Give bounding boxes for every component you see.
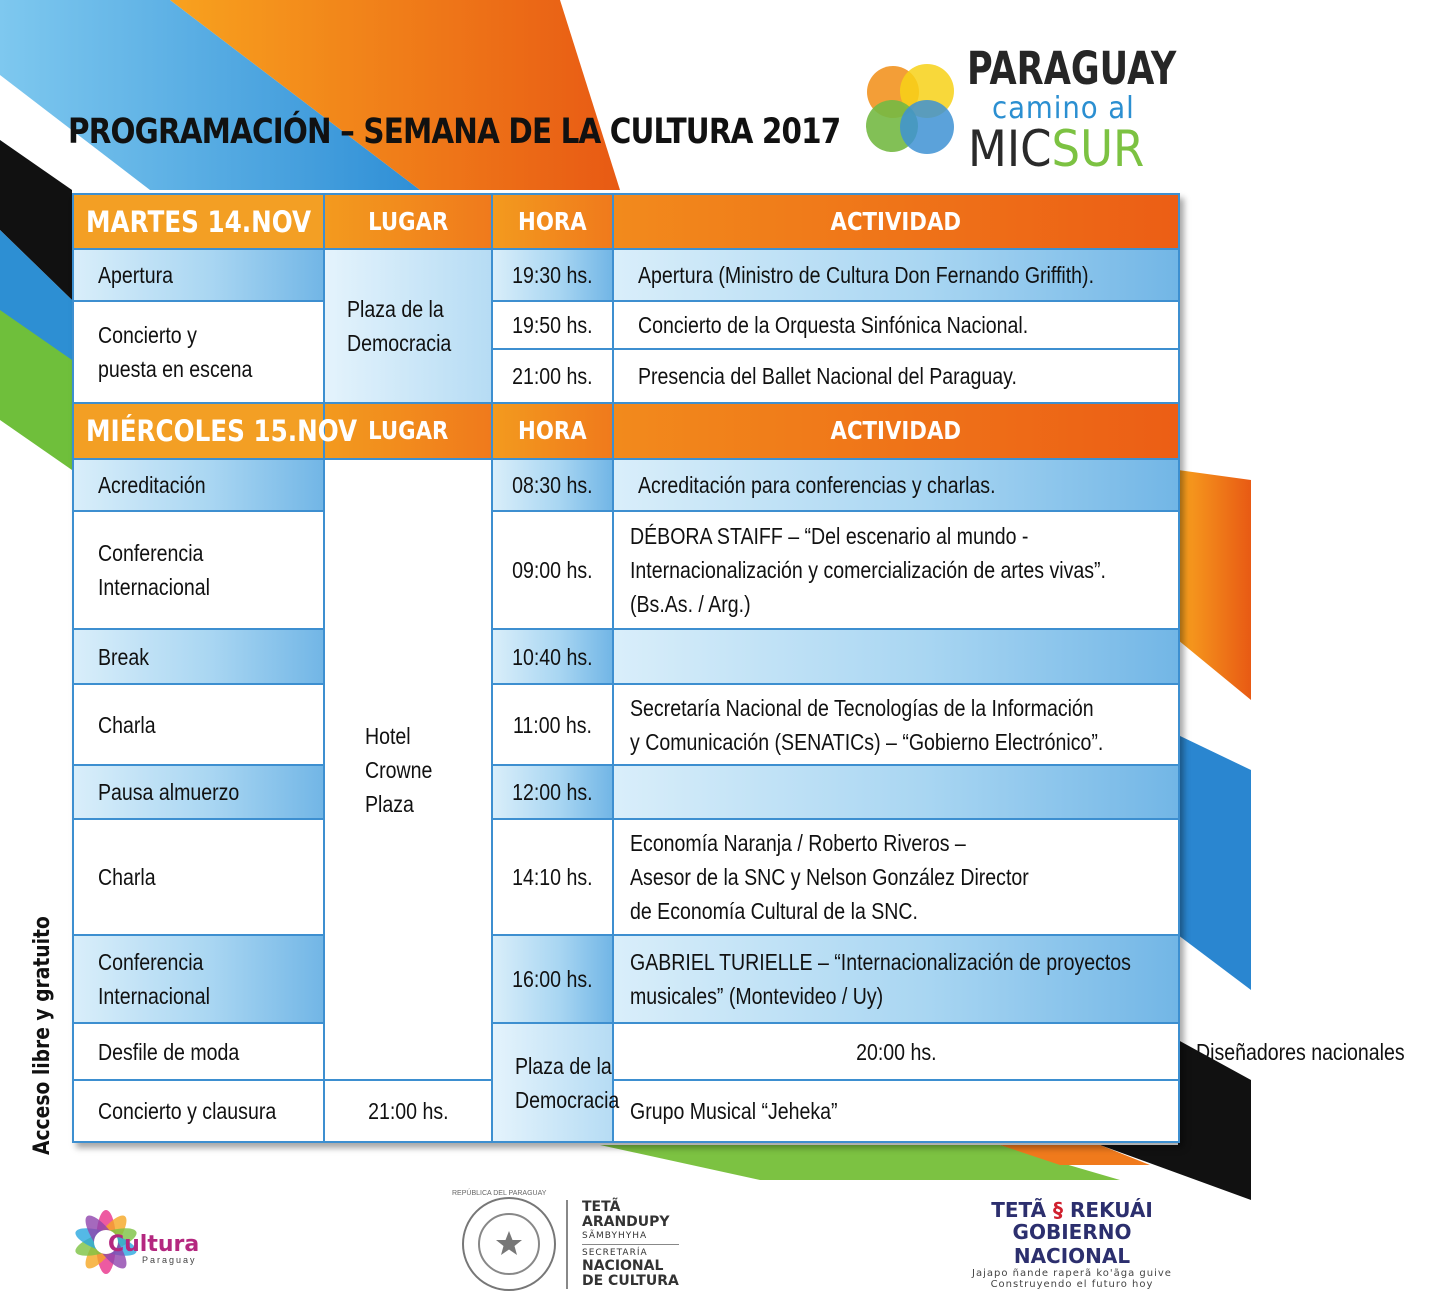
- row-actividad: Concierto de la Orquesta Sinfónica Nacional.: [613, 301, 1179, 349]
- header-lugar: LUGAR: [324, 194, 492, 249]
- header-hora: HORA: [492, 403, 613, 459]
- header-lugar: LUGAR: [324, 403, 492, 459]
- row-actividad: [613, 629, 1179, 684]
- table-row: [73, 684, 1179, 765]
- row-name: Concierto y puesta en escena: [73, 301, 324, 403]
- table-row: [73, 511, 1179, 629]
- snc-logo: TETÃ ARANDUPY SÃMBYHYHA SECRETARÍA NACIONAL DE CULTURA: [566, 1200, 679, 1289]
- table-row: [73, 459, 1179, 511]
- header-hora: HORA: [492, 194, 613, 249]
- row-name: Acreditación: [73, 459, 324, 511]
- row-actividad: GABRIEL TURIELLE – “Internacionalización de proyectos musicales” (Montevideo / Uy): [613, 935, 1179, 1023]
- header-actividad: ACTIVIDAD: [613, 194, 1179, 249]
- row-hora: 19:50 hs.: [492, 301, 613, 349]
- row-actividad: DÉBORA STAIFF – “Del escenario al mundo - Internacionalización y comercialización de artes vivas”. (Bs.As. / Arg.): [613, 511, 1179, 629]
- table-row: [73, 819, 1179, 935]
- day1-label: MARTES 14.NOV: [73, 194, 324, 249]
- row-hora: 11:00 hs.: [492, 684, 613, 765]
- cultura-logo-subtext: Paraguay: [142, 1255, 197, 1265]
- row-hora: 21:00 hs.: [324, 1080, 492, 1142]
- row-hora: 14:10 hs.: [492, 819, 613, 935]
- row-actividad: Secretaría Nacional de Tecnologías de la Información y Comunicación (SENATICs) – “Gobierno Electrónico”.: [613, 684, 1179, 765]
- row-actividad: Acreditación para conferencias y charlas.: [613, 459, 1179, 511]
- row-hora: 19:30 hs.: [492, 249, 613, 301]
- row-name: Apertura: [73, 249, 324, 301]
- row-name: Charla: [73, 684, 324, 765]
- row-hora: 08:30 hs.: [492, 459, 613, 511]
- paraguay-micsur-logo: [862, 42, 1182, 178]
- row-hora: 12:00 hs.: [492, 765, 613, 819]
- row-lugar: Hotel Crowne Plaza: [324, 459, 492, 1080]
- row-hora: 20:00 hs.: [613, 1023, 1179, 1080]
- row-actividad: Apertura (Ministro de Cultura Don Fernando Griffith).: [613, 249, 1179, 301]
- row-actividad: Presencia del Ballet Nacional del Paraguay.: [613, 349, 1179, 403]
- header-actividad: ACTIVIDAD: [613, 403, 1179, 459]
- row-actividad: Economía Naranja / Roberto Riveros – Asesor de la SNC y Nelson González Director de Economía Cultural de la SNC.: [613, 819, 1179, 935]
- day1-header-row: [73, 194, 1179, 249]
- day2-header-row: [73, 403, 1179, 459]
- gob-swoosh-icon: §: [1053, 1198, 1064, 1222]
- logo-micsur-text: MICSUR: [968, 120, 1145, 178]
- row-actividad: [613, 765, 1179, 819]
- day2-label: MIÉRCOLES 15.NOV: [73, 403, 324, 459]
- row-name: Charla: [73, 819, 324, 935]
- table-row: Desfile de moda Plaza de la Democracia 20:00 hs. Diseñadores nacionales: [73, 1023, 1179, 1080]
- table-row: [73, 629, 1179, 684]
- row-hora: 10:40 hs.: [492, 629, 613, 684]
- schedule-table: [72, 193, 1405, 1143]
- row-actividad: Grupo Musical “Jeheka”: [613, 1080, 1179, 1142]
- table-row: [73, 249, 1179, 301]
- row-name: Conferencia Internacional: [73, 935, 324, 1023]
- cultura-logo-text: Cultura: [108, 1232, 200, 1257]
- row-name: Concierto y clausura: [73, 1080, 324, 1142]
- row-name: Conferencia Internacional: [73, 511, 324, 629]
- side-note: Acceso libre y gratuito: [30, 916, 55, 1155]
- row-lugar: Plaza de la Democracia: [324, 249, 492, 403]
- row-hora: 09:00 hs.: [492, 511, 613, 629]
- logo-circle-blue: [900, 100, 954, 154]
- table-row: [73, 301, 1179, 349]
- row-hora: 21:00 hs.: [492, 349, 613, 403]
- row-name: Desfile de moda: [73, 1023, 324, 1080]
- seal-text: REPÚBLICA DEL PARAGUAY: [452, 1190, 547, 1197]
- logo-paraguay-text: PARAGUAY: [967, 42, 1177, 95]
- logo-camino-text: camino al: [992, 91, 1135, 126]
- row-hora: 16:00 hs.: [492, 935, 613, 1023]
- row-name: Break: [73, 629, 324, 684]
- seal-star-icon: [464, 1199, 554, 1289]
- national-seal: [462, 1197, 556, 1291]
- page-title: PROGRAMACIÓN – SEMANA DE LA CULTURA 2017: [68, 112, 841, 152]
- table-row: [73, 935, 1179, 1023]
- row-lugar: Plaza de la Democracia: [492, 1023, 613, 1142]
- row-name: Pausa almuerzo: [73, 765, 324, 819]
- table-row: [73, 765, 1179, 819]
- gobierno-nacional-logo: TETÃ § REKUÁI GOBIERNO NACIONAL Jajapo ñande raperã ko'ãga guive Construyendo el futuro hoy: [972, 1198, 1172, 1290]
